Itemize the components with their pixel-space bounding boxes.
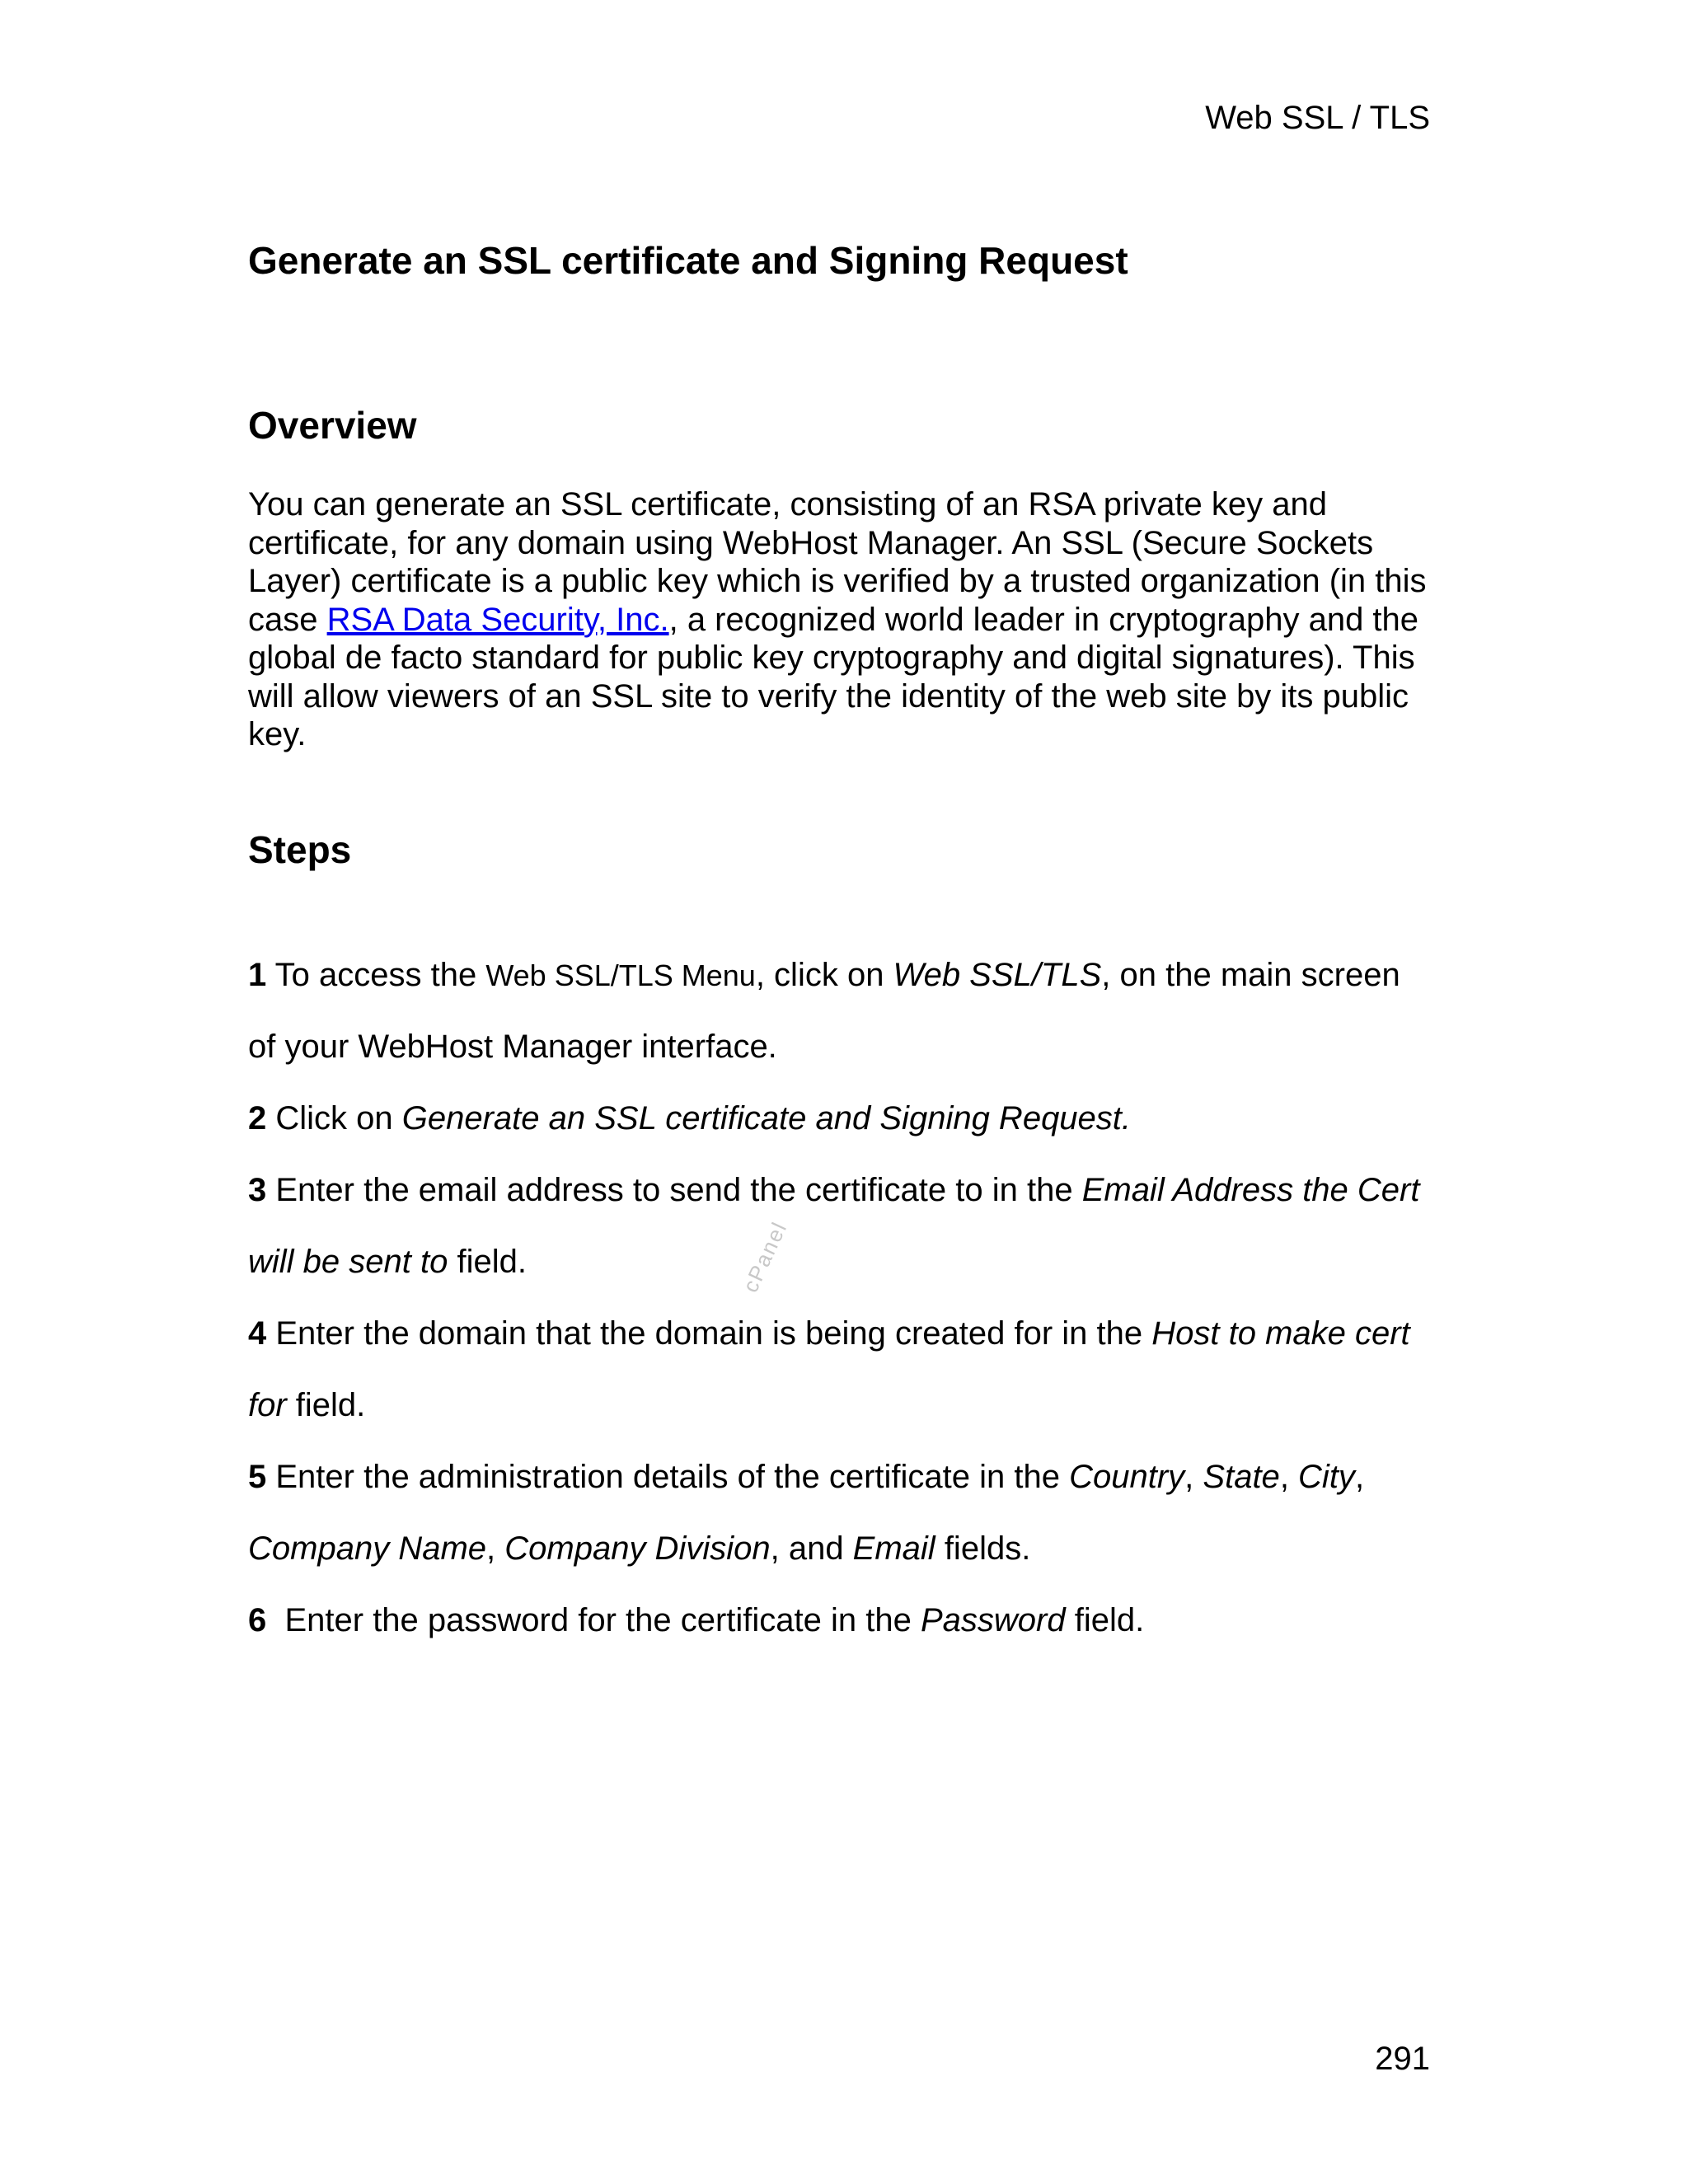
- overview-line-5: global de facto standard for public key cryptography and digital signatures). This: [248, 640, 1415, 676]
- step-5-city-field: City: [1298, 1459, 1355, 1495]
- step-1-menu-name: Web SSL/TLS Menu: [485, 958, 756, 992]
- step-5-state-field: State: [1203, 1459, 1280, 1495]
- overview-line-3: Layer) certificate is a public key which is verified by a trusted organization (in this: [248, 563, 1427, 599]
- step-1: [248, 940, 1451, 1011]
- running-header: Web SSL / TLS: [1205, 100, 1430, 136]
- overview-heading: Overview: [248, 404, 417, 447]
- step-5-separator: , and: [770, 1530, 853, 1567]
- rsa-data-security-link[interactable]: RSA Data Security, Inc.: [326, 601, 669, 638]
- step-5: [248, 1441, 1451, 1513]
- step-5-separator: ,: [1354, 1459, 1365, 1495]
- step-3-field-name-part-1: Email Address the Cert: [1081, 1172, 1420, 1208]
- watermark: cPanel: [738, 1217, 792, 1296]
- step-3-text-b: field.: [448, 1244, 527, 1280]
- step-4-field-name-part-1: Host to make cert: [1151, 1315, 1410, 1352]
- step-4-field-name-part-2: for: [248, 1387, 287, 1423]
- step-4-continuation: [248, 1370, 1451, 1441]
- step-1-menu-item: Web SSL/TLS: [893, 957, 1102, 993]
- step-5-company-division-field: Company Division: [504, 1530, 771, 1567]
- step-3-field-name-part-2: will be sent to: [248, 1244, 448, 1280]
- step-4-text-b: field.: [286, 1387, 366, 1423]
- step-1-number: 1: [248, 957, 267, 993]
- step-5-separator: ,: [1184, 1459, 1203, 1495]
- step-3: [248, 1155, 1451, 1226]
- overview-line-2: certificate, for any domain using WebHost Manager. An SSL (Secure Sockets: [248, 524, 1374, 561]
- steps-list: [248, 940, 1451, 1657]
- step-5-text-a: Enter the administration details of the certificate in the: [266, 1459, 1070, 1495]
- step-4: [248, 1298, 1451, 1370]
- step-4-text-a: Enter the domain that the domain is being created for in the: [266, 1315, 1152, 1352]
- page-number: 291: [1375, 2041, 1430, 2077]
- step-5-separator: ,: [1279, 1459, 1299, 1495]
- step-5-continuation: [248, 1513, 1451, 1585]
- step-5-separator: ,: [486, 1530, 505, 1567]
- step-5-country-field: Country: [1069, 1459, 1185, 1495]
- step-2-number: 2: [248, 1100, 267, 1137]
- step-6: [248, 1585, 1451, 1657]
- overview-line-4-prefix: case: [248, 601, 327, 638]
- step-3-number: 3: [248, 1172, 267, 1208]
- page-title: Generate an SSL certificate and Signing Request: [248, 239, 1128, 282]
- overview-paragraph: [248, 485, 1443, 754]
- step-1-continuation: of your WebHost Manager interface.: [248, 1029, 777, 1065]
- step-5-company-name-field: Company Name: [248, 1530, 487, 1567]
- step-6-text-a: Enter the password for the certificate in the: [266, 1602, 921, 1638]
- step-6-number: 6: [248, 1602, 267, 1638]
- step-6-text-b: field.: [1065, 1602, 1145, 1638]
- step-5-number: 5: [248, 1459, 267, 1495]
- steps-heading: Steps: [248, 828, 352, 871]
- step-1-text-c: , on the main screen: [1101, 957, 1400, 993]
- step-4-number: 4: [248, 1315, 267, 1352]
- step-6-password-field: Password: [920, 1602, 1066, 1638]
- step-3-text-a: Enter the email address to send the certificate to in the: [266, 1172, 1082, 1208]
- overview-line-1: You can generate an SSL certificate, consisting of an RSA private key and: [248, 486, 1327, 523]
- step-5-email-field: Email: [852, 1530, 935, 1567]
- step-5-text-b: fields.: [935, 1530, 1031, 1567]
- overview-line-7: key.: [248, 716, 307, 752]
- step-2-option: Generate an SSL certificate and Signing Request.: [401, 1100, 1132, 1137]
- step-1-text-a: To access the: [266, 957, 486, 993]
- overview-line-6: will allow viewers of an SSL site to verify the identity of the web site by its public: [248, 677, 1409, 715]
- step-2: [248, 1083, 1451, 1155]
- step-2-text-a: Click on: [266, 1100, 402, 1137]
- step-1-text-b: , click on: [755, 957, 893, 993]
- overview-line-4-suffix: , a recognized world leader in cryptography and the: [668, 601, 1419, 638]
- overview-line-4: [248, 601, 1443, 640]
- step-3-continuation: [248, 1226, 1451, 1298]
